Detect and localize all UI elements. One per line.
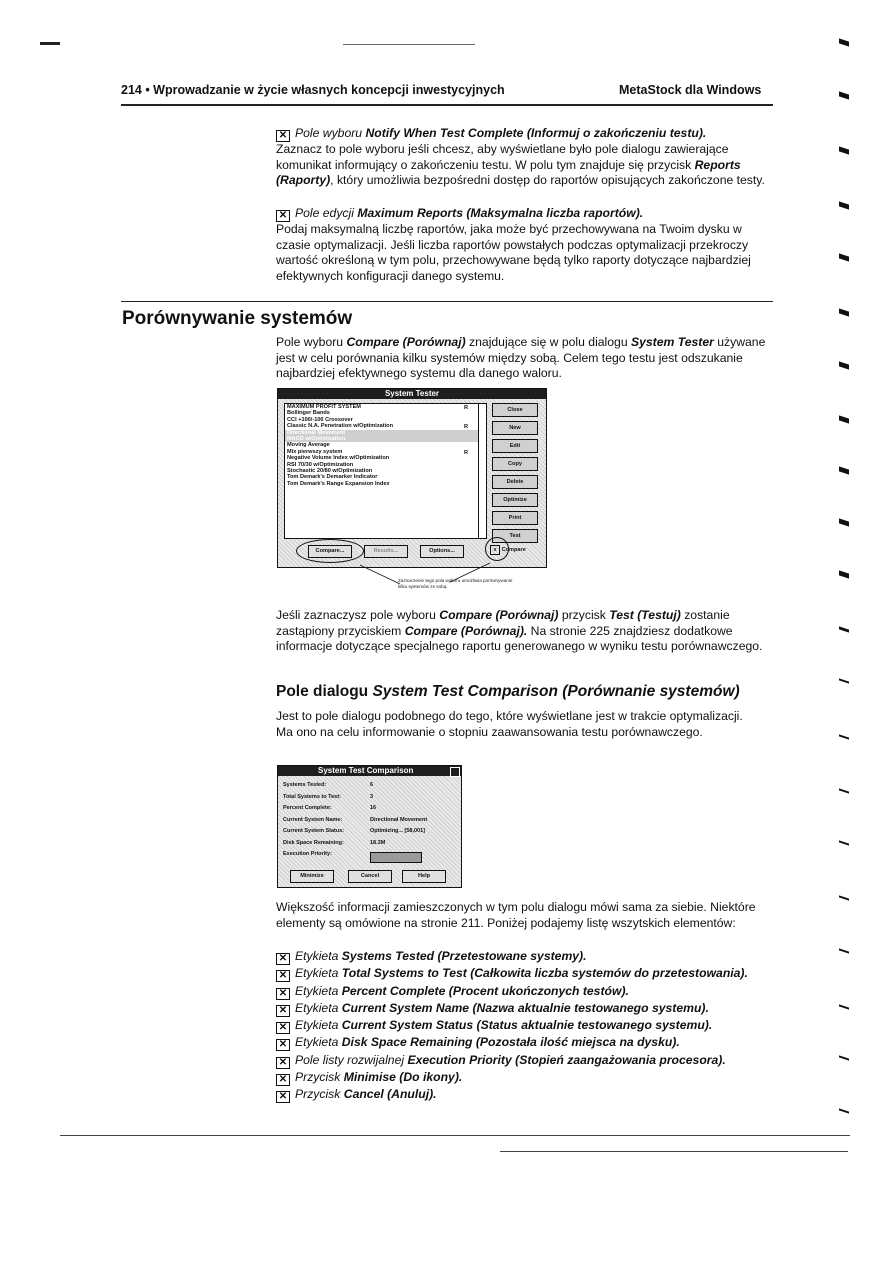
option-text: Zaznacz to pole wyboru jeśli chcesz, aby wyświetlane było pole dialogu zawierające komunikat informujący o zakończeniu testu. W polu tym znajduje się przycisk <box>276 142 729 172</box>
stat-value: 18.3M <box>370 839 386 846</box>
term: System Tester <box>630 335 714 349</box>
cancel-button[interactable]: Cancel <box>348 870 392 883</box>
option-text: Podaj maksymalną liczbę raportów, jaka może być przechowywana na Twoim dysku w czasie optymalizacji. Jeśli liczba raportów powstałych podczas optymalizacji przekroczy wartość określoną w tym polu, przechowywane będą tylko raporty dotyczące najbardziej efektywnych konfiguracji danego systemu. <box>276 222 751 283</box>
margin-mark <box>839 518 849 526</box>
footer-rule <box>60 1135 850 1136</box>
margin-mark <box>839 466 849 474</box>
running-header-right: MetaStock dla Windows <box>619 83 762 97</box>
checkbox-icon: ✕ <box>276 1057 290 1069</box>
option-lead: Pole edycji <box>295 206 354 220</box>
list-item-text: Percent Complete (Procent ukończonych testów). <box>341 983 629 998</box>
compare-label: Compare <box>501 547 526 553</box>
list-item <box>276 983 748 1000</box>
checkbox-icon: ✕ <box>276 953 290 965</box>
stat-label: Percent Complete: <box>283 805 332 811</box>
system-list-item[interactable]: MAXIMUM PROFIT SYSTEM <box>287 404 361 410</box>
text: używane jest w celu porównania kilku systemów między sobą. Celem tego testu jest odszukanie najbardziej efektywnego systemu dla danego waloru. <box>276 335 766 381</box>
term: Test (Testuj) <box>609 608 681 622</box>
checkbox-icon: ✕ <box>276 1039 290 1051</box>
list-item <box>276 1017 748 1034</box>
text: Pole dialogu <box>276 683 369 700</box>
stat-label: Systems Tested: <box>283 782 327 788</box>
option-lead: Pole wyboru <box>295 126 363 140</box>
list-item-text: Current System Name (Nazwa aktualnie testowanego systemu). <box>341 1000 709 1015</box>
list-item-lead: Pole listy rozwijalnej <box>295 1052 405 1067</box>
term: System Test Comparison (Porównanie systemów) <box>372 683 740 700</box>
footer-rule-2 <box>500 1151 848 1152</box>
system-list <box>284 403 482 539</box>
margin-mark <box>839 308 849 316</box>
element-list <box>276 948 748 1104</box>
option-max-reports <box>276 206 776 284</box>
checkbox-icon: ✕ <box>276 1074 290 1086</box>
system-list-item[interactable]: Bollinger Bands <box>287 410 330 417</box>
stat-value: 16 <box>370 805 377 811</box>
help-button[interactable]: Help <box>402 870 446 883</box>
margin-mark <box>839 1004 849 1009</box>
scrollbar[interactable] <box>478 403 487 539</box>
checkbox-icon: ✕ <box>276 1022 290 1034</box>
margin-mark <box>839 788 849 793</box>
margin-mark <box>839 570 849 578</box>
list-item <box>276 1069 748 1086</box>
checkbox-icon: ✕ <box>276 1005 290 1017</box>
list-item <box>276 965 748 982</box>
system-list-item[interactable]: RSI 70/30 w/Optimization <box>287 461 354 468</box>
stat-label: Disk Space Remaining: <box>283 839 344 846</box>
option-bold: Reports (Raporty) <box>276 157 741 188</box>
window-title: System Tester <box>278 389 546 399</box>
list-item-lead: Etykieta <box>295 1000 339 1015</box>
running-header-left: 214 • Wprowadzanie w życie własnych koncepcji inwestycyjnych <box>121 83 505 97</box>
margin-mark <box>839 678 849 683</box>
option-text: , który umożliwia bezpośredni dostęp do raportów opisujących zakończone testy. <box>330 173 765 188</box>
section-rule <box>121 301 773 302</box>
list-flags <box>464 405 468 456</box>
system-list-item[interactable]: MACD w/Optimization <box>285 436 481 442</box>
margin-mark <box>839 253 849 261</box>
section-title: Porównywanie systemów <box>122 308 353 329</box>
system-list-item[interactable]: Moving Average <box>287 442 330 449</box>
stat-value: Directional Movement <box>370 816 428 823</box>
side-button[interactable]: Copy <box>492 457 538 471</box>
system-list-item[interactable]: Stochastic 20/80 w/Optimization <box>287 468 373 475</box>
system-list-item[interactable]: Tom Demark's Range Expansion Index <box>287 480 390 487</box>
margin-mark <box>839 948 849 953</box>
margin-mark <box>839 146 849 154</box>
list-item-text: Minimise (Do ikony). <box>343 1070 463 1085</box>
subsection-title <box>276 683 740 701</box>
margin-mark <box>839 38 849 46</box>
annotation-text: Zaznaczenie tego pola wyboru umożliwia porównywanie kilku systemów ze sobą. <box>398 578 513 589</box>
list-item <box>276 948 748 965</box>
side-button[interactable]: Edit <box>492 439 538 453</box>
margin-mark <box>839 626 849 632</box>
term: Compare (Porównaj) <box>346 335 466 349</box>
scan-mark-top-left <box>40 42 60 45</box>
text: znajdujące się w polu dialogu <box>469 335 628 349</box>
flag: R <box>464 405 469 411</box>
stat-value: Optimizing... [58,001] <box>370 828 426 834</box>
system-tester-screenshot <box>277 388 547 568</box>
margin-mark <box>839 201 849 209</box>
margin-mark <box>839 415 849 423</box>
stat-label: Current System Status: <box>283 828 345 834</box>
margin-mark <box>839 1055 849 1060</box>
checkbox-icon: ✕ <box>276 210 290 222</box>
minimize-button[interactable]: Minimize <box>290 870 334 883</box>
stat-label: Current System Name: <box>283 816 343 823</box>
stat-value: 3 <box>370 793 374 800</box>
text: Pole wyboru <box>276 335 344 349</box>
window-menu-icon[interactable] <box>450 767 460 777</box>
section-paragraph-2 <box>276 608 776 655</box>
list-item-text: Disk Space Remaining (Pozostała ilość miejsca na dysku). <box>341 1035 680 1050</box>
list-item <box>276 1034 748 1051</box>
stat-label: Execution Priority: <box>283 851 332 857</box>
option-title: Maximum Reports (Maksymalna liczba raportów). <box>357 206 644 220</box>
margin-mark <box>839 734 849 739</box>
term: Compare (Porównaj). <box>404 623 528 638</box>
side-button[interactable]: New <box>492 421 538 435</box>
section-paragraph-1 <box>276 335 778 382</box>
option-notify <box>276 126 776 189</box>
checkbox-icon: ✕ <box>276 1091 290 1103</box>
list-item <box>276 1086 748 1103</box>
system-test-comparison-screenshot <box>277 765 462 888</box>
list-item-text: Systems Tested (Przetestowane systemy). <box>341 949 587 963</box>
options-button[interactable]: Options... <box>420 545 464 558</box>
system-list-item[interactable]: Classic N.A. Penetration w/Optimization <box>287 423 393 430</box>
checkbox-icon: ✕ <box>276 988 290 1000</box>
system-list-item[interactable]: Directional Movement <box>285 430 481 436</box>
list-item-text: Cancel (Anuluj). <box>343 1087 437 1102</box>
text: Na stronie 225 znajdziesz dodatkowe informacje dotyczące specjalnego raportu generowanego w wyniku testu porównawczego. <box>276 623 763 654</box>
side-button[interactable]: Optimize <box>492 493 538 507</box>
list-item-lead: Etykieta <box>295 949 339 963</box>
list-item-lead: Etykieta <box>295 1035 339 1050</box>
text: przycisk <box>561 608 606 622</box>
text: zostanie zastąpiony przyciskiem <box>276 608 730 638</box>
margin-mark <box>839 1108 849 1113</box>
flag: R <box>464 449 469 456</box>
option-title: Notify When Test Complete (Informuj o zakończeniu testu). <box>365 126 707 140</box>
subsection-paragraph-2: Większość informacji zamieszczonych w tym polu dialogu mówi sama za siebie. Niektóre elementy są omówione na stronie 211. Poniżej podajemy listę wszytskich elementów: <box>276 900 756 930</box>
margin-mark <box>839 895 849 900</box>
compare-check-circle <box>485 537 509 561</box>
margin-mark <box>839 91 849 99</box>
system-list-item[interactable]: CCI +100/-100 Crossover <box>287 416 353 423</box>
margin-mark <box>839 361 849 369</box>
stat-label: Total Systems to Test: <box>283 793 341 800</box>
list-item-text: Execution Priority (Stopień zaangażowania procesora). <box>407 1052 726 1067</box>
compare-button[interactable]: Compare... <box>308 545 352 558</box>
side-button[interactable]: Test <box>492 529 538 543</box>
list-item-lead: Etykieta <box>295 966 339 981</box>
list-item-lead: Etykieta <box>295 1018 339 1033</box>
side-button[interactable]: Print <box>492 511 538 525</box>
scan-line-top <box>343 44 475 45</box>
margin-mark <box>839 840 849 845</box>
system-list-item[interactable]: Tom Demark's Demarker Indicator <box>287 474 378 481</box>
window-title: System Test Comparison <box>278 766 461 776</box>
stat-value: 6 <box>370 782 374 788</box>
subsection-paragraph-1: Jest to pole dialogu podobnego do tego, które wyświetlane jest w trakcie optymalizacji. Ma ono na celu informowanie o stopniu zaawansowania testu porównawczego. <box>276 709 743 739</box>
checkbox-icon: x <box>490 545 500 555</box>
list-item <box>276 1052 748 1069</box>
system-list-item[interactable]: Mix pierwszy system <box>287 448 343 455</box>
list-item <box>276 1000 748 1017</box>
results-button[interactable]: Results... <box>364 545 408 558</box>
list-item-text: Current System Status (Status aktualnie testowanego systemu). <box>341 1018 713 1033</box>
flag: R <box>464 424 469 431</box>
checkbox-icon: ✕ <box>276 970 290 982</box>
checkbox-icon: ✕ <box>276 130 290 142</box>
list-item-lead: Etykieta <box>295 983 339 998</box>
execution-priority-select[interactable] <box>370 852 422 863</box>
side-button[interactable]: Delete <box>492 475 538 489</box>
list-item-lead: Przycisk <box>295 1070 341 1085</box>
side-button[interactable]: Close <box>492 403 538 417</box>
list-item-text: Total Systems to Test (Całkowita liczba systemów do przetestowania). <box>341 966 748 981</box>
text: Jeśli zaznaczysz pole wyboru <box>276 608 436 622</box>
term: Compare (Porównaj) <box>439 608 559 622</box>
list-item-lead: Przycisk <box>295 1087 341 1102</box>
system-list-item[interactable]: Negative Volume Index w/Optimization <box>287 455 390 462</box>
header-rule <box>121 104 773 106</box>
